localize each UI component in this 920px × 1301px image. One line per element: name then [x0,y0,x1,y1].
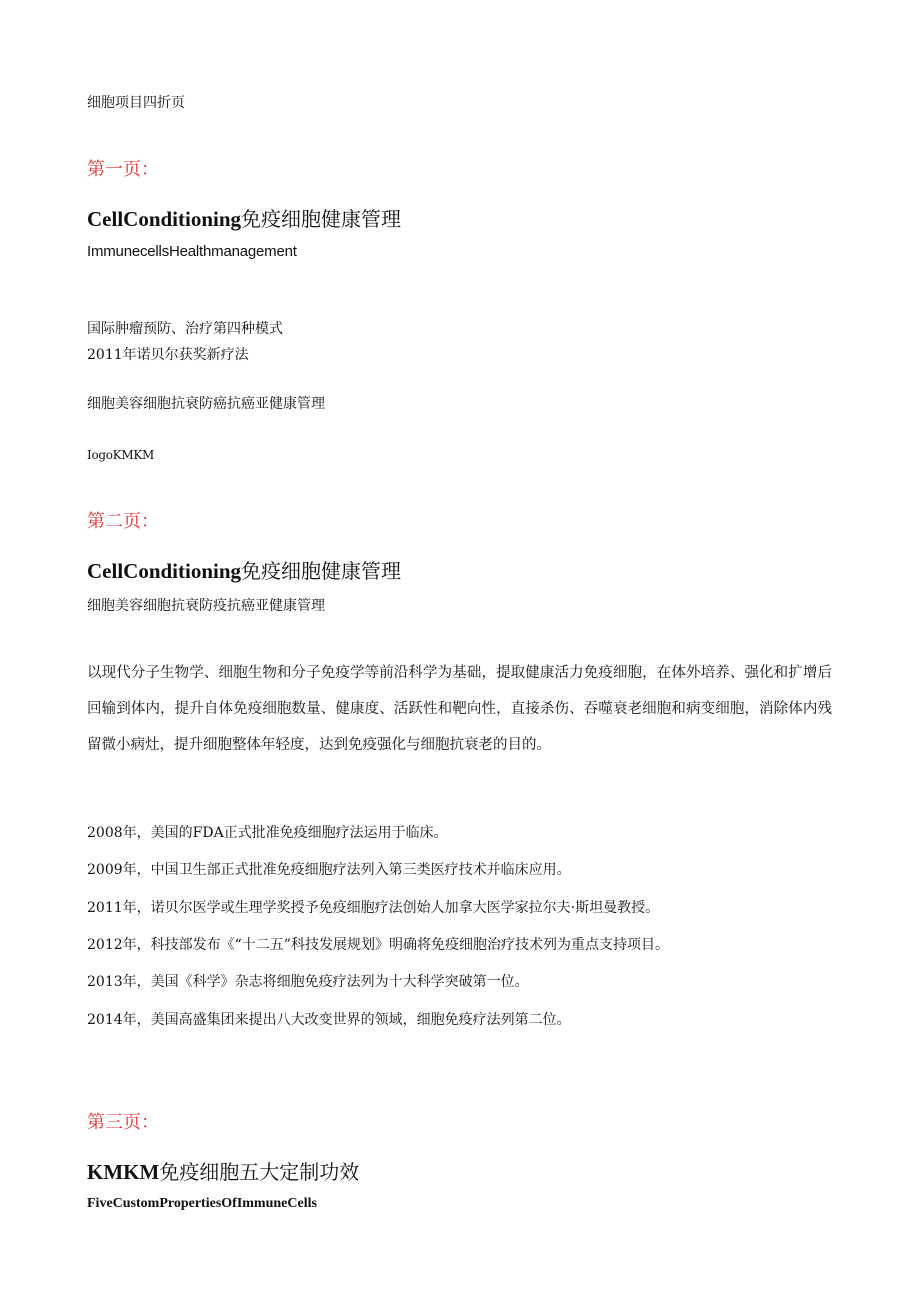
page3-title-cn: 免疫细胞五大定制功效 [159,1160,360,1184]
page2-title-en: CellConditioning [87,559,242,583]
page1-title-en: CellConditioning [87,207,242,231]
page1-line3: 细胞美容细胞抗衰防癌抗癌亚健康管理 [87,396,325,412]
timeline-item: 2009年，中国卫生部正式批准免疫细胞疗法列入第三类医疗技术并临床应用。 [87,862,571,878]
page3-title [87,1156,359,1185]
page1-subtitle-en: ImmunecellsHealthmanagement [87,243,297,260]
page1-line1: 国际肿瘤预防、治疗第四种模式 [87,321,283,337]
timeline-item: 2012年，科技部发布《“十二五”科技发展规划》明确将免疫细胞治疗技术列为重点支持项目。 [87,937,669,953]
page2-paragraph: 以现代分子生物学、细胞生物和分子免疫学等前沿科学为基础，提取健康活力免疫细胞，在体外培养、强化和扩增后回输到体内，提升自体免疫细胞数量、健康度、活跃性和靶向性，直接杀伤、吞噬衰老细胞和病变细胞，消除体内残留微小病灶，提升细胞整体年轻度，达到免疫强化与细胞抗衰老的目的。 [87,665,832,753]
page3-title-en: KMKM [87,1160,160,1184]
timeline-item: 2011年，诺贝尔医学或生理学奖授予免疫细胞疗法创始人加拿大医学家拉尔夫·斯坦曼教授。 [87,900,660,916]
page1-logo-text: IogoKMKM [87,448,154,462]
page2-subtitle: 细胞美容细胞抗衰防疫抗癌亚健康管理 [87,598,325,614]
page2-title [87,555,401,584]
page2-title-cn: 免疫细胞健康管理 [241,559,402,583]
timeline-item: 2008年，美国的FDA正式批准免疫细胞疗法运用于临床。 [87,825,448,841]
page1-title [87,203,401,232]
page3-heading: 第三页： [87,1112,159,1133]
document-title: 细胞项目四折页 [87,95,185,111]
timeline-item: 2014年，美国高盛集团来提出八大改变世界的领域，细胞免疫疗法列第二位。 [87,1012,571,1028]
page2-heading: 第二页： [87,511,159,532]
page1-line2: 2011年诺贝尔获奖新疗法 [87,347,249,363]
timeline-item: 2013年，美国《科学》杂志将细胞免疫疗法列为十大科学突破第一位。 [87,974,529,990]
page1-title-cn: 免疫细胞健康管理 [241,207,402,231]
page1-heading: 第一页： [87,159,159,180]
page3-subtitle-en: FiveCustomPropertiesOfImmuneCells [87,1196,317,1211]
